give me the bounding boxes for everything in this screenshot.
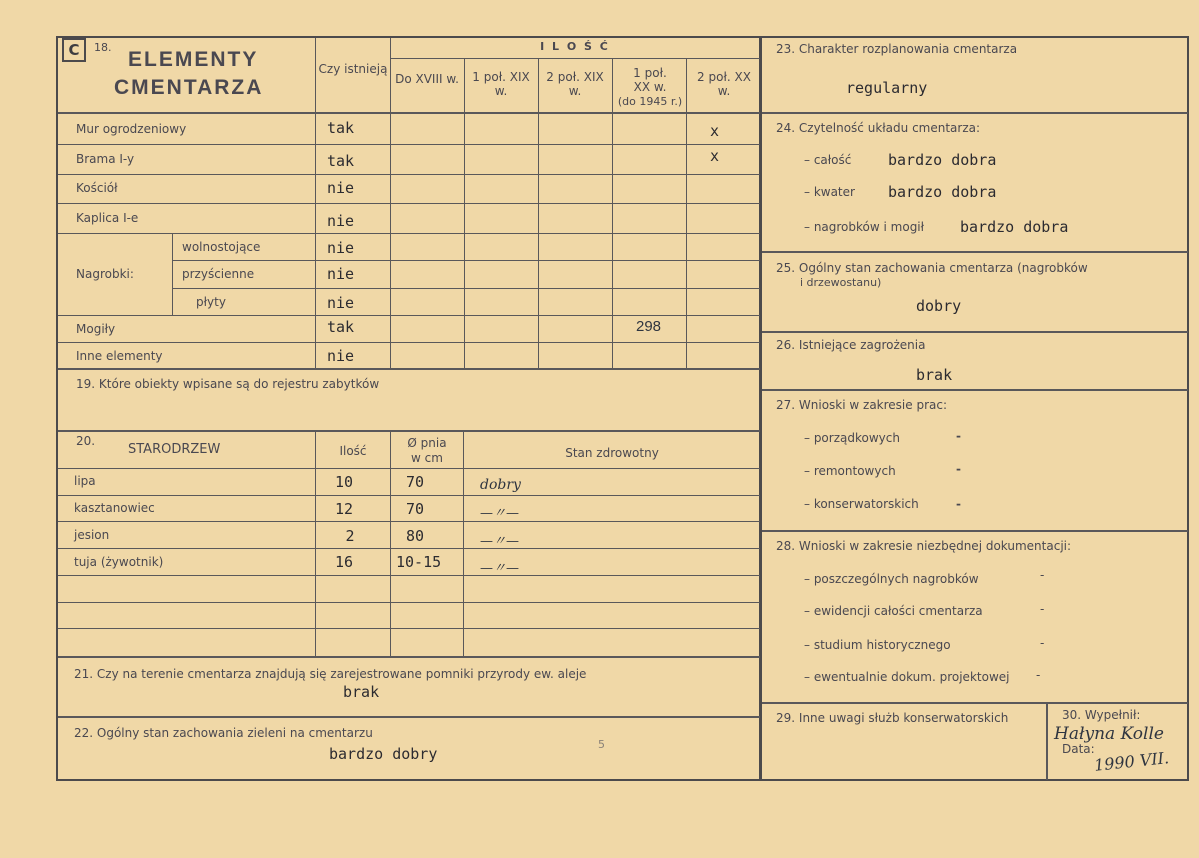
q27-item-label: – porządkowych xyxy=(804,431,900,445)
tree-health: dobry xyxy=(480,477,521,493)
starodrzew-diam-header-a: Ø pnia xyxy=(407,436,447,450)
col-1pol-xx-a: 1 poł. xyxy=(633,66,667,80)
element-mark: x xyxy=(710,122,720,140)
q27-item-label: – konserwatorskich xyxy=(804,497,919,511)
q21-answer: brak xyxy=(343,683,380,701)
tree-count: 12 xyxy=(334,500,354,518)
q30-date-label: Data: xyxy=(1062,742,1095,756)
stamp-mark: 5 xyxy=(598,738,605,751)
element-label: Kaplica I-e xyxy=(76,211,139,225)
q27-item-value: - xyxy=(956,462,961,476)
section-letter-box: C xyxy=(62,38,86,62)
q19-label: 19. Które obiekty wpisane są do rejestru zabytków xyxy=(76,377,380,391)
col-1pol-xx-c: (do 1945 r.) xyxy=(617,95,683,108)
q26-label: 26. Istniejące zagrożenia xyxy=(776,338,926,352)
element-label: Mogiły xyxy=(76,322,116,336)
q27-item-value: - xyxy=(956,497,961,511)
q24-graves-label: – nagrobków i mogił xyxy=(804,220,925,234)
tree-diameter: 70 xyxy=(406,500,425,518)
element-label: płyty xyxy=(196,295,226,309)
element-exists: tak xyxy=(327,119,355,137)
starodrzew-diam-header-b: w cm xyxy=(411,451,443,465)
tree-name: jesion xyxy=(74,528,110,542)
col-do-xviii: Do XVIII w. xyxy=(395,72,459,86)
q30-label: 30. Wypełnił: xyxy=(1062,708,1141,722)
q28-item-label: – studium historycznego xyxy=(804,638,951,652)
tree-health: —〃— xyxy=(480,561,520,576)
tree-diameter: 10-15 xyxy=(396,553,442,571)
element-label: Kościół xyxy=(76,181,118,195)
q24-graves: bardzo dobra xyxy=(960,218,1069,236)
tree-count: 16 xyxy=(334,553,354,571)
nagrobki-label: Nagrobki: xyxy=(76,267,134,281)
tree-health: —〃— xyxy=(480,506,520,521)
element-label: Inne elementy xyxy=(76,349,163,363)
section-title-line2: CMENTARZA xyxy=(114,76,264,99)
q27-item-label: – remontowych xyxy=(804,464,896,478)
element-exists: nie xyxy=(327,347,355,365)
q28-item-value: - xyxy=(1040,636,1045,650)
q28-item-label: – ewidencji całości cmentarza xyxy=(804,604,983,618)
q28-item-value: - xyxy=(1040,568,1045,582)
col-2pol-xx: 2 poł. XX w. xyxy=(697,70,751,98)
section-title-line1: ELEMENTY xyxy=(128,48,259,71)
col-exists-header: Czy istnieją xyxy=(318,62,388,76)
tree-name: lipa xyxy=(74,474,96,488)
q24-label: 24. Czytelność układu cmentarza: xyxy=(776,121,981,135)
element-label: Brama I-y xyxy=(76,152,135,166)
element-mark: x xyxy=(710,147,720,165)
q28-item-value: - xyxy=(1036,668,1041,682)
q23-label: 23. Charakter rozplanowania cmentarza xyxy=(776,42,1018,56)
q28-item-label: – ewentualnie dokum. projektowej xyxy=(804,670,1010,684)
q27-item-value: - xyxy=(956,429,961,443)
q27-label: 27. Wnioski w zakresie prac: xyxy=(776,398,948,412)
q22-label: 22. Ogólny stan zachowania zieleni na cmentarzu xyxy=(74,726,373,740)
q25-answer: dobry xyxy=(916,297,962,315)
col-1pol-xx-b: XX w. xyxy=(633,80,667,94)
col-1pol-xix: 1 poł. XIX w. xyxy=(472,70,530,98)
tree-count: 2 xyxy=(345,527,355,545)
tree-name: kasztanowiec xyxy=(74,501,155,515)
graves-count: 298 xyxy=(636,318,662,335)
q24-whole-label: – całość xyxy=(804,153,852,167)
starodrzew-title: STARODRZEW xyxy=(128,442,221,457)
element-exists: tak xyxy=(327,318,355,336)
col-2pol-xix: 2 poł. XIX w. xyxy=(546,70,604,98)
starodrzew-number: 20. xyxy=(76,434,96,448)
starodrzew-count-header: Ilość xyxy=(339,444,367,458)
q26-answer: brak xyxy=(916,366,953,384)
element-label: przyścienne xyxy=(182,267,255,281)
element-exists: tak xyxy=(327,152,355,170)
q24-whole: bardzo dobra xyxy=(888,151,997,169)
q28-label: 28. Wnioski w zakresie niezbędnej dokumentacji: xyxy=(776,539,1072,553)
element-label: wolnostojące xyxy=(182,240,261,254)
q24-quarters: bardzo dobra xyxy=(888,183,997,201)
q28-item-label: – poszczególnych nagrobków xyxy=(804,572,979,586)
q28-item-value: - xyxy=(1040,602,1045,616)
q21-label: 21. Czy na terenie cmentarza znajdują się zarejestrowane pomniki przyrody ew. aleje xyxy=(74,667,587,681)
q22-answer: bardzo dobry xyxy=(329,745,438,763)
starodrzew-health-header: Stan zdrowotny xyxy=(565,446,659,460)
tree-count: 10 xyxy=(334,473,354,491)
q25-label-a: 25. Ogólny stan zachowania cmentarza (nagrobków xyxy=(776,261,1088,275)
q30-date: 1990 VII. xyxy=(1093,748,1170,775)
element-exists: nie xyxy=(327,239,355,257)
q29-label: 29. Inne uwagi służb konserwatorskich xyxy=(776,711,1009,725)
q25-label-b: i drzewostanu) xyxy=(800,276,882,289)
element-exists: nie xyxy=(327,265,355,283)
ilosc-header: I L O Ś Ć xyxy=(540,40,610,53)
q24-quarters-label: – kwater xyxy=(804,185,855,199)
tree-diameter: 70 xyxy=(406,473,425,491)
element-label: Mur ogrodzeniowy xyxy=(76,122,187,136)
section-number: 18. xyxy=(94,41,112,54)
tree-name: tuja (żywotnik) xyxy=(74,555,164,569)
element-exists: nie xyxy=(327,294,355,312)
q23-answer: regularny xyxy=(846,79,928,97)
q30-signature: Hałyna Kolle xyxy=(1054,724,1164,744)
tree-health: —〃— xyxy=(480,534,520,549)
element-exists: nie xyxy=(327,212,355,230)
element-exists: nie xyxy=(327,179,355,197)
tree-diameter: 80 xyxy=(406,527,425,545)
